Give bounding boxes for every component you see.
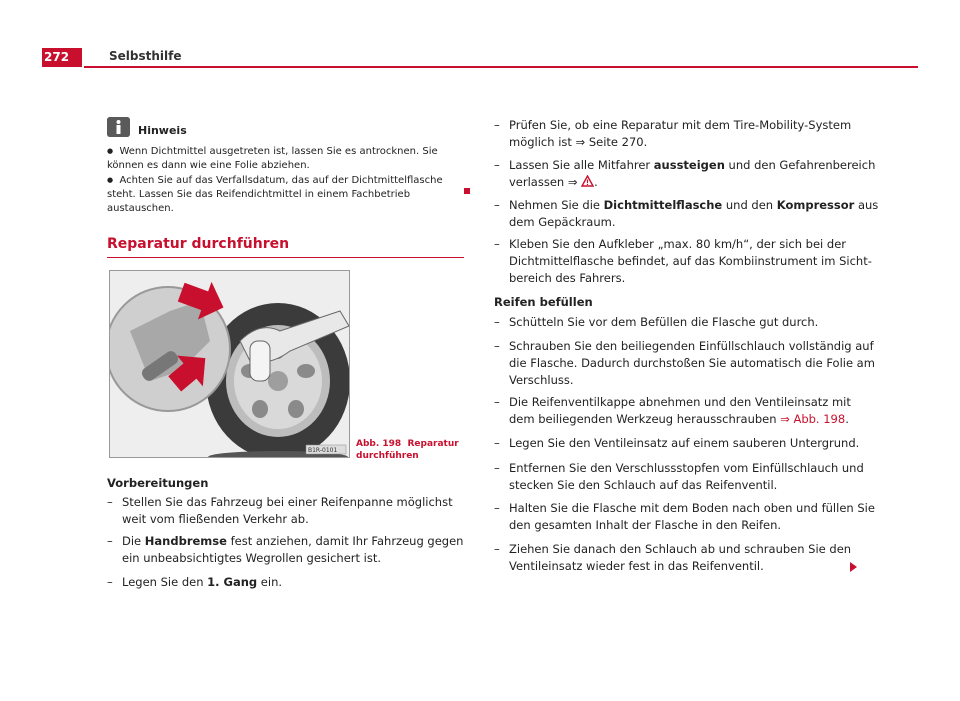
dash: –: [494, 461, 500, 475]
item-line: Lassen Sie alle Mitfahrer: [509, 158, 654, 172]
dash: –: [494, 315, 500, 329]
list-item: [494, 541, 864, 575]
item-line: Ventileinsatz wieder fest in das Reifenventil.: [509, 559, 764, 573]
list-item: [494, 236, 872, 287]
item-bold: Kompressor: [776, 198, 855, 212]
item-text: Die: [122, 534, 145, 548]
section-title: Selbsthilfe: [109, 49, 182, 63]
warning-triangle-icon: [581, 175, 594, 187]
item-bold: 1. Gang: [207, 575, 258, 589]
info-hand-icon: [107, 117, 130, 137]
item-line: bereich des Fahrers.: [509, 271, 626, 285]
dash: –: [494, 395, 500, 409]
page-number-badge: [42, 48, 82, 67]
list-item: [107, 494, 467, 530]
list-item: [494, 460, 864, 494]
item-line: Ziehen Sie danach den Schlauch ab und schrauben Sie den: [509, 542, 852, 556]
item-bold: Dichtmittelflasche: [603, 198, 723, 212]
dash: –: [494, 501, 500, 515]
item-line: Schütteln Sie vor dem Befüllen die Flasche gut durch.: [509, 315, 819, 329]
section-heading: Reparatur durchführen: [107, 236, 290, 252]
page-number: 272: [44, 50, 70, 64]
heading-rule: [107, 257, 464, 258]
figure-link[interactable]: ⇒ Abb. 198: [780, 412, 846, 426]
figure-code: B1R-0101: [308, 447, 338, 454]
dash: –: [494, 158, 500, 172]
bullet-glyph: ●: [107, 176, 114, 184]
list-item: [494, 117, 864, 151]
dash: –: [494, 118, 500, 132]
note-title: Hinweis: [138, 124, 187, 137]
note-bullet-text: Wenn Dichtmittel ausgetreten ist, lassen Sie es antrocknen. Sie können es dann wie eine Folie abziehen.: [107, 146, 438, 171]
end-marker: [464, 188, 470, 194]
item-line: Verschluss.: [509, 373, 574, 387]
item-line: Entfernen Sie den Verschlussstopfen vom Einfüllschlauch und: [509, 461, 864, 475]
caption-text: Reparatur durchführen: [356, 439, 459, 461]
dash: –: [107, 495, 113, 509]
list-item: – Lassen Sie alle Mitfahrer aussteigen und den Gefahrenbereich verlassen ⇒ .: [494, 158, 876, 189]
item-line: und den Gefahrenbereich: [724, 158, 876, 172]
item-bold: aussteigen: [653, 158, 725, 172]
header-rule: [84, 66, 918, 68]
dash: –: [494, 339, 500, 353]
continue-arrow-icon: [850, 562, 857, 572]
list-item: [494, 435, 864, 452]
item-text: Stellen Sie das Fahrzeug bei einer Reifenpanne möglichst weit vom fließenden Verkehr ab.: [122, 495, 453, 526]
dash: –: [494, 436, 500, 450]
item-text: Legen Sie den: [122, 575, 208, 589]
figure-caption: [356, 438, 461, 462]
item-line: Halten Sie die Flasche mit dem Boden nach oben und füllen Sie: [509, 501, 875, 515]
list-item: [494, 338, 875, 389]
item-line: stecken Sie den Schlauch auf das Reifenventil.: [509, 478, 778, 492]
list-item: [494, 500, 875, 534]
subheading-fill-tire: Reifen befüllen: [494, 295, 593, 309]
figure-illustration: [109, 270, 350, 458]
item-line: möglich ist ⇒ Seite 270.: [509, 135, 648, 149]
item-bold: Handbremse: [144, 534, 227, 548]
note-bullet-2: [107, 173, 462, 216]
dash: –: [107, 575, 113, 589]
item-line: die Flasche. Dadurch durchstoßen Sie automatisch die Folie am: [509, 356, 875, 370]
item-line: Dichtmittelflasche befindet, auf das Kombiinstrument im Sicht-: [509, 254, 872, 268]
note-bullet-1: [107, 144, 462, 173]
list-item: [107, 574, 467, 592]
item-line: und den: [722, 198, 777, 212]
item-line: aus: [854, 198, 879, 212]
item-line: verlassen ⇒: [509, 175, 582, 189]
note-bullet-text: Achten Sie auf das Verfallsdatum, das auf der Dichtmittelflasche steht. Lassen Sie das Reifendichtmittel in einem Fachbetrieb austauschen.: [107, 175, 443, 214]
dash: –: [107, 534, 113, 548]
item-line: Die Reifenventilkappe abnehmen und den Ventileinsatz mit: [509, 395, 851, 409]
item-line: den gesamten Inhalt der Flasche in den Reifen.: [509, 518, 782, 532]
dash: –: [494, 198, 500, 212]
list-item: [494, 314, 864, 331]
item-line: Kleben Sie den Aufkleber „max. 80 km/h“, der sich bei der: [509, 237, 847, 251]
item-text: ein.: [257, 575, 283, 589]
item-text: fest anziehen, damit Ihr Fahrzeug gegen ein unbeabsichtigtes Wegrollen gesichert ist.: [122, 534, 464, 565]
subheading-preparation: Vorbereitungen: [107, 476, 209, 490]
item-line: Nehmen Sie die: [509, 198, 604, 212]
item-line: dem beiliegenden Werkzeug herausschrauben: [509, 412, 781, 426]
bullet-glyph: ●: [107, 147, 114, 155]
dash: –: [494, 237, 500, 251]
item-line: dem Gepäckraum.: [509, 215, 616, 229]
tire-repair-illustration: [110, 271, 349, 457]
dash: –: [494, 542, 500, 556]
item-line: Legen Sie den Ventileinsatz auf einem sauberen Untergrund.: [509, 436, 860, 450]
list-item: [494, 197, 879, 231]
item-line: Prüfen Sie, ob eine Reparatur mit dem Tire-Mobility-System: [509, 118, 852, 132]
list-item: [107, 533, 467, 569]
item-line: Schrauben Sie den beiliegenden Einfüllschlauch vollständig auf: [509, 339, 874, 353]
list-item: [494, 394, 864, 428]
caption-number: Abb. 198: [356, 439, 402, 449]
item-line: .: [845, 412, 849, 426]
